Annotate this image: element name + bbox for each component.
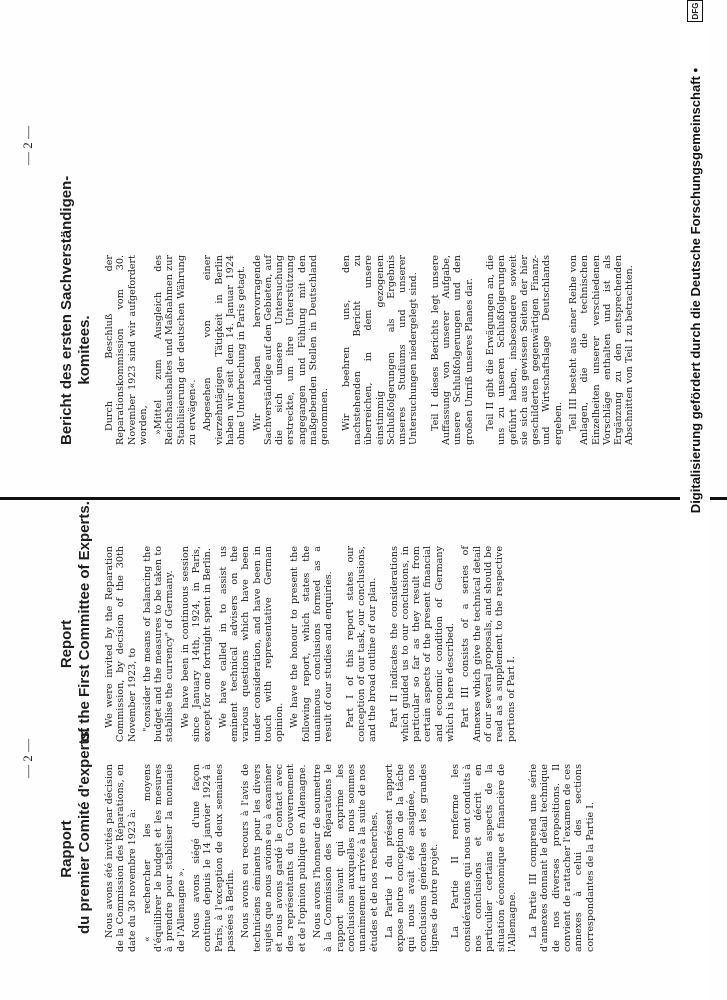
footer-credit-text: Digitalisierung gefördert durch die Deutsche Forschungsgemeinschaft • <box>687 68 703 514</box>
paragraph: Wir beehren uns, den nachstehenden Bericht zu überreichen, in dem unsere einstimmig gezogenen Schlußfolgerungen als Ergebnis unseres Studiums und unserer Untersuchungen niedergelegt sind. <box>340 255 420 445</box>
english-title <box>58 501 94 742</box>
paragraph: Nous avons siégé d'une façon continue depuis le 14 janvier 1924 à Paris, à l'exception de deux semaines passées à Berlin. <box>191 764 236 952</box>
paragraph: We have the honour to present the following report, which states the unanimous conclusions formed as a result of our studies and enquiries. <box>289 546 335 742</box>
french-title-line-1: Rapport <box>58 820 75 878</box>
german-title <box>58 175 94 445</box>
english-title-line-2: of the First Committee of Experts. <box>76 501 93 742</box>
german-column <box>58 175 640 445</box>
paragraph: Teil III besteht aus einer Reihe von Anlagen, die die technischen Einzelheiten unserer verschiedenen Vorschläge enthalten und ist als Ergänzung zu den entsprechenden Abschnitten von Teil I zu betrachten. <box>567 255 636 445</box>
french-title-line-2: du premier Comité d'experts. <box>76 727 93 934</box>
english-title-line-1: Report <box>58 619 75 669</box>
french-body <box>104 764 596 952</box>
paragraph: « rechercher les moyens d'équilibrer le budget et les mesures à prendre pour stabiliser la monnaie de l'Allemagne ». <box>141 764 187 952</box>
paragraph: Nous avons eu recours à l'avis de techniciens éminents pour les divers sujets que nous avions eu à examiner et nous avons gardé le contact avec des représentants du Gouvernement et de l'opinion publique en Allemagne. <box>240 764 308 952</box>
left-page <box>0 500 727 1000</box>
paragraph: Teil II gibt die Erwägungen an, die uns zu unseren Schlußfolgerungen geführt haben, insbesondere soweit sie sich aus gewissen Seiten der hier geschilderten gegenwärtigen Finanz- und Wirtschaftslage Deutschlands ergeben. <box>484 255 564 445</box>
dfg-logo-icon: DFG <box>687 0 703 22</box>
english-body <box>104 546 517 742</box>
french-column <box>58 727 600 952</box>
paragraph: Teil I dieses Berichts legt unsere Auffassung von unserer Aufgabe, unsere Schlußfolgerungen und den großen Umriß unseres Planes dar. <box>429 255 475 445</box>
paragraph: "consider the means of balancing the budget and the measures to be taken to stabilise the currency" of Germany. <box>141 546 176 742</box>
paragraph: We were invited by the Reparation Commission, by decision of the 30th November 1923, to <box>104 546 138 742</box>
paragraph: La Partie I du présent rapport expose notre conception de la tâche qui nous avait été assignée, nos conclusions générales et les grandes lignes de notre projet. <box>383 764 441 952</box>
german-title-line-1: Bericht des ersten Sachverständigen- <box>58 175 75 445</box>
paragraph: We have called in to assist us eminent technical advisers on the various questions which have been under consideration, and have been in touch with representative German opinion. <box>217 546 286 742</box>
paragraph: Nous avons l'honneur de soumettre à la Commission des Réparations le rapport suivant qui exprime les conclusions auxquelles nous sommes unanimement arrivés à la suite de nos études et de nos recherches. <box>312 764 380 952</box>
paragraph: Durch Beschluß der Reparationskommission vom 30. November 1923 sind wir aufgefordert worden, <box>104 255 149 445</box>
paragraph: We have been in continuous session since January 14th, 1924, in Paris, except for one fortnight spent in Berlin. <box>179 546 214 742</box>
french-title <box>58 727 94 934</box>
paragraph: La Partie III comprend une série d'annexes donnant le détail technique de nos diverses propositions. Il convient de rattacher l'examen de ces annexes à celui des sections correspondantes de la Partie I. <box>528 764 596 952</box>
paragraph: Nous avons été invités par décision de la Commission des Réparations, en date du 30 novembre 1923 à: <box>104 764 138 952</box>
paragraph: Part II indicates the considerations which guided us to our conclusions, in particular so far as they result from certain aspects of the present financial and economic condition of Germany which is here described. <box>388 546 457 742</box>
page-number: — 2 — <box>20 739 35 778</box>
english-column <box>58 501 521 742</box>
paragraph: Abgesehen von einer vierzehntägigen Tätigkeit in Berlin haben wir seit dem 14. Januar 1924 ohne Unterbrechung in Paris getagt. <box>202 255 248 445</box>
german-title-line-2: komitees. <box>76 315 93 385</box>
page-number: — 2 — <box>20 126 35 165</box>
paragraph: »Mittel zum Ausgleich des Reichshaushaltes und Maßnahmen zur Stabilisierung der deutschen Währung zu erwägen«. <box>153 255 199 445</box>
paragraph: La Partie II renferme les considérations qui nous ont conduits à nos conclusions et décrit en particulier certains aspects de la situation économique et financière de l'Allemagne. <box>450 764 518 952</box>
digitization-footer <box>680 0 710 1000</box>
german-body <box>104 255 636 445</box>
paragraph: Part I of this report states our conception of our task, our conclusions, and the broad outline of our plan. <box>344 546 379 742</box>
paragraph: Wir haben hervorragende Sachverständige auf den Gebieten, auf die sich unsere Untersuchung erstreckte, um ihre Unterstützung angegangen und Fühlung mit den maßgebenden Stellen in Deutschland genommen. <box>251 255 331 445</box>
paragraph: Part III consists of a series of Annexes which give the technical detail of our several proposals, and should be read as a supplement to the respective portions of Part I. <box>460 546 517 742</box>
